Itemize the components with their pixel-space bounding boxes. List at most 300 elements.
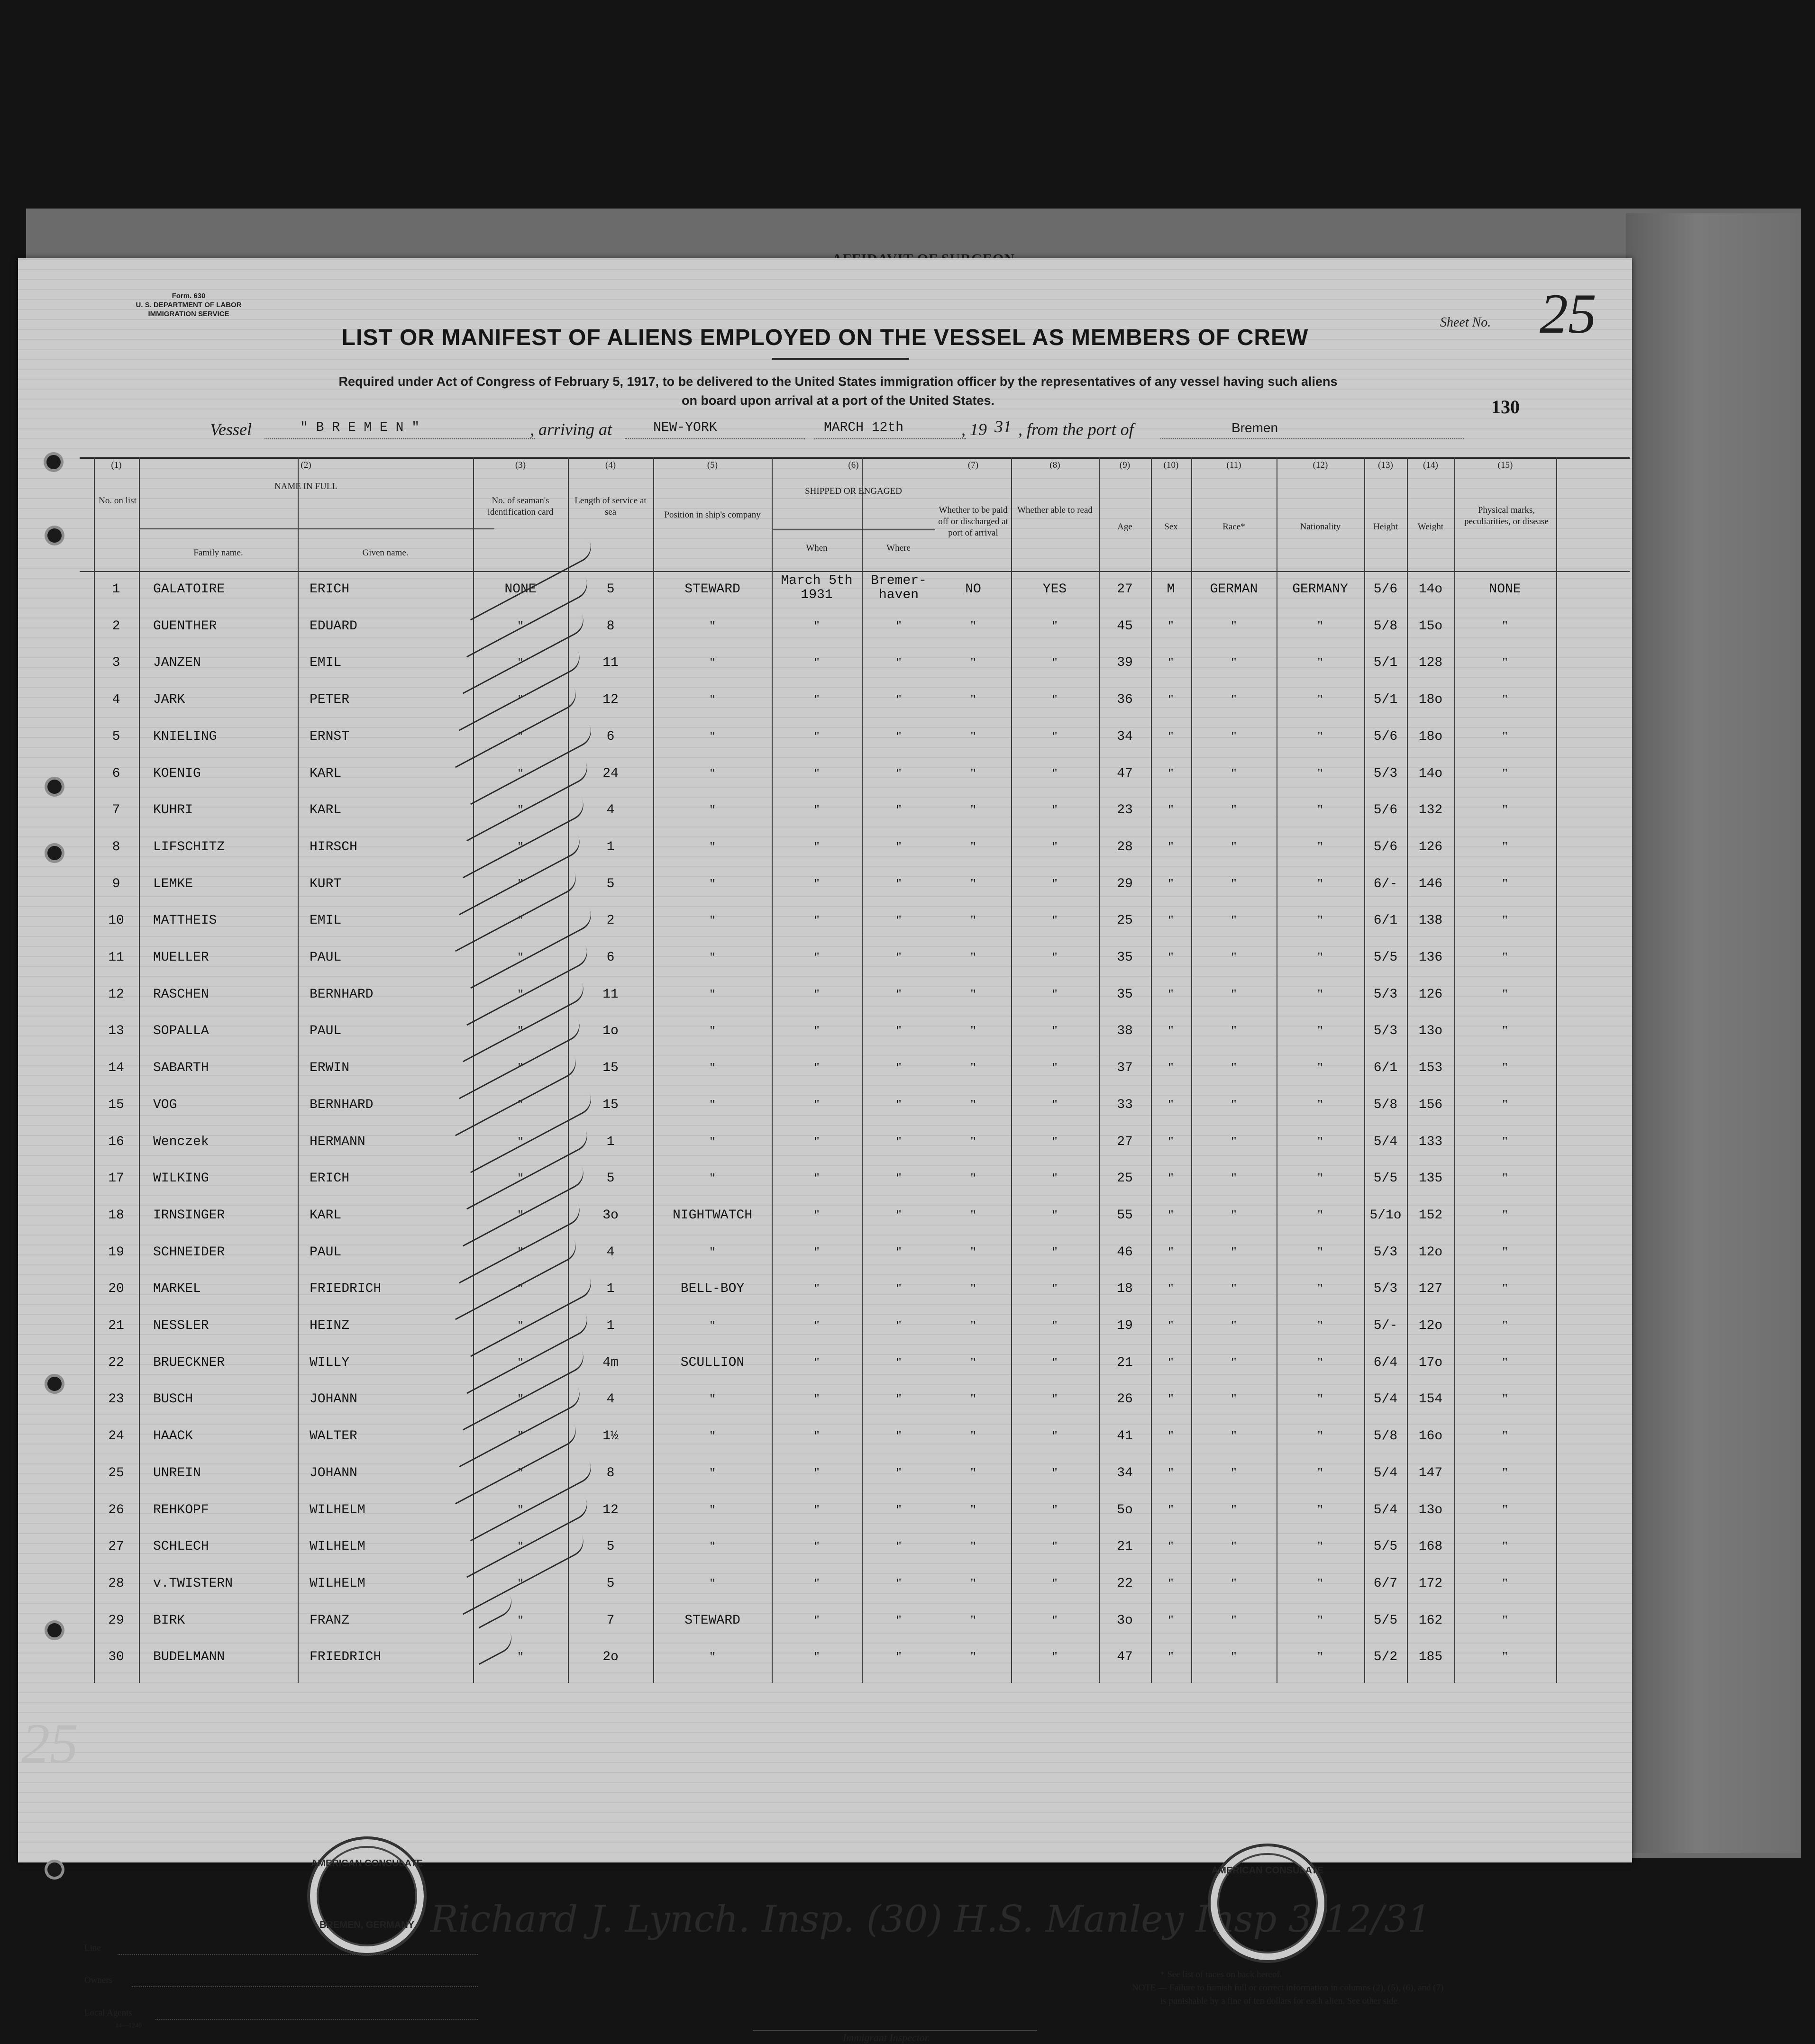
- agents-code: 14—1240: [115, 2022, 142, 2029]
- ditto-mark: ": [1052, 1245, 1058, 1260]
- ditto-mark: ": [1231, 1134, 1237, 1149]
- ditto-mark: ": [1052, 1502, 1058, 1517]
- ditto-mark: ": [896, 729, 902, 744]
- ditto-mark: ": [1502, 1171, 1508, 1186]
- position: ": [710, 987, 715, 1002]
- height: 5/2: [1373, 1650, 1398, 1665]
- given-name: EMIL: [310, 913, 342, 928]
- column-header-c2: NAME IN FULL: [274, 481, 337, 491]
- year-suffix: 31: [994, 417, 1012, 436]
- ditto-mark: ": [1168, 1392, 1174, 1407]
- column-number: (8): [1049, 460, 1060, 470]
- ditto-mark: ": [1052, 1392, 1058, 1407]
- immigrant-inspector-label: Immigrant Inspector.: [843, 2032, 930, 2044]
- weight: 152: [1418, 1208, 1443, 1223]
- ditto-mark: ": [814, 987, 820, 1002]
- subtitle: [231, 372, 1445, 410]
- ditto-mark: ": [1168, 1576, 1174, 1591]
- punch-hole: [47, 528, 62, 543]
- stamp-number: 130: [1491, 396, 1520, 418]
- punch-hole: [47, 1377, 62, 1391]
- age: 47: [1117, 766, 1133, 781]
- ditto-mark: ": [814, 1465, 820, 1481]
- ditto-mark: ": [1317, 1061, 1323, 1076]
- ditto-mark: ": [1168, 1355, 1174, 1370]
- height: 5/8: [1373, 1429, 1398, 1444]
- age: 27: [1117, 1134, 1133, 1149]
- ditto-mark: ": [970, 1024, 976, 1039]
- ditto-mark: ": [1502, 1613, 1508, 1628]
- ditto-mark: ": [814, 1281, 820, 1297]
- given-name: WILHELM: [310, 1539, 365, 1554]
- age: 22: [1117, 1576, 1133, 1591]
- ditto-mark: ": [518, 1539, 523, 1554]
- ditto-mark: ": [896, 618, 902, 634]
- position: ": [710, 1024, 715, 1039]
- service-length: 1: [606, 1134, 615, 1149]
- ditto-mark: ": [1168, 876, 1174, 891]
- ditto-mark: ": [896, 1539, 902, 1554]
- row-number: 17: [108, 1171, 124, 1186]
- row-number: 16: [108, 1134, 124, 1149]
- family-name: MATTHEIS: [153, 913, 217, 928]
- ditto-mark: ": [1231, 655, 1237, 671]
- family-name: RASCHEN: [153, 987, 209, 1002]
- ditto-mark: ": [1168, 618, 1174, 634]
- ditto-mark: ": [970, 1171, 976, 1186]
- weight: 13o: [1418, 1502, 1443, 1517]
- weight: 18o: [1418, 729, 1443, 744]
- ditto-mark: ": [1052, 766, 1058, 781]
- position: ": [710, 839, 715, 854]
- ditto-mark: ": [970, 1208, 976, 1223]
- vessel-name: " B R E M E N ": [300, 420, 420, 435]
- height: 5/4: [1373, 1465, 1398, 1481]
- family-name: SCHLECH: [153, 1539, 209, 1554]
- age: 26: [1117, 1392, 1133, 1407]
- column-header-c8: Whether able to read: [1017, 505, 1093, 515]
- column-header-c6: SHIPPED OR ENGAGED: [805, 486, 902, 496]
- ditto-mark: ": [970, 1429, 976, 1444]
- age: 34: [1117, 1465, 1133, 1481]
- seal-bottom-text: BREMEN, GERMANY: [319, 1920, 414, 1930]
- service-length: 15: [602, 1097, 619, 1112]
- ditto-mark: ": [1502, 876, 1508, 891]
- shipped-where-cont: haven: [878, 588, 919, 602]
- side-strip: [1626, 213, 1801, 1853]
- ditto-mark: ": [970, 1576, 976, 1591]
- height: 5/6: [1373, 582, 1398, 597]
- nationality: GERMANY: [1292, 582, 1348, 597]
- given-name: BERNHARD: [310, 987, 374, 1002]
- height: 5/6: [1373, 839, 1398, 854]
- age: 34: [1117, 729, 1133, 744]
- footnote-penalty: is punishable by a fine of ten dollars for each alien. See other side.: [1160, 1996, 1400, 2006]
- ditto-mark: ": [518, 1097, 523, 1112]
- weight: 156: [1418, 1097, 1443, 1112]
- vessel-line: [18, 419, 1632, 443]
- position: ": [710, 1392, 715, 1407]
- ditto-mark: ": [1231, 1502, 1237, 1517]
- ditto-mark: ": [1317, 692, 1323, 708]
- ditto-mark: ": [518, 1134, 523, 1149]
- service-name: IMMIGRATION SERVICE: [148, 310, 229, 318]
- ditto-mark: ": [1502, 1392, 1508, 1407]
- service-length: 8: [606, 618, 615, 634]
- ditto-mark: ": [1168, 1465, 1174, 1481]
- given-name: FRIEDRICH: [310, 1281, 382, 1297]
- row-number: 4: [112, 692, 120, 708]
- height: 6/7: [1373, 1576, 1398, 1591]
- position: ": [710, 655, 715, 671]
- family-name: LIFSCHITZ: [153, 839, 225, 854]
- ditto-mark: ": [1052, 839, 1058, 854]
- arrival-date: MARCH 12th: [824, 420, 904, 435]
- ditto-mark: ": [1168, 1613, 1174, 1628]
- ditto-mark: ": [896, 1134, 902, 1149]
- height: 5/5: [1373, 950, 1398, 965]
- ditto-mark: ": [1168, 950, 1174, 965]
- ditto-mark: ": [1052, 1539, 1058, 1554]
- height: 5/4: [1373, 1392, 1398, 1407]
- ditto-mark: ": [970, 655, 976, 671]
- ditto-mark: ": [896, 1245, 902, 1260]
- ditto-mark: ": [1317, 803, 1323, 818]
- ditto-mark: ": [1317, 1650, 1323, 1665]
- ditto-mark: ": [970, 913, 976, 928]
- family-name: UNREIN: [153, 1465, 201, 1481]
- line-label: Line: [84, 1943, 101, 1953]
- column-number: (10): [1163, 460, 1179, 470]
- ditto-mark: ": [1231, 1539, 1237, 1554]
- weight: 162: [1418, 1613, 1443, 1628]
- weight: 133: [1418, 1134, 1443, 1149]
- age: 47: [1117, 1650, 1133, 1665]
- position: ": [710, 1245, 715, 1260]
- column-header-c9: Age: [1117, 522, 1132, 532]
- given-name: ERICH: [310, 1171, 350, 1186]
- ditto-mark: ": [970, 1650, 976, 1665]
- from-port-label: , from the port of: [1018, 420, 1134, 439]
- family-name: BRUECKNER: [153, 1355, 225, 1370]
- ditto-mark: ": [1317, 1171, 1323, 1186]
- position: ": [710, 876, 715, 891]
- row-number: 12: [108, 987, 124, 1002]
- ditto-mark: ": [814, 1502, 820, 1517]
- ditto-mark: ": [1502, 1318, 1508, 1333]
- ditto-mark: ": [896, 692, 902, 708]
- given-name: HIRSCH: [310, 839, 357, 854]
- row-number: 9: [112, 876, 120, 891]
- ditto-mark: ": [1168, 1539, 1174, 1554]
- punch-hole: [46, 455, 61, 469]
- height: 5/5: [1373, 1539, 1398, 1554]
- weight: 153: [1418, 1061, 1443, 1076]
- ditto-mark: ": [1317, 1318, 1323, 1333]
- row-number: 15: [108, 1097, 124, 1112]
- service-length: 5: [606, 1539, 615, 1554]
- ditto-mark: ": [970, 618, 976, 634]
- family-name: JARK: [153, 692, 185, 708]
- family-name: VOG: [153, 1097, 177, 1112]
- ditto-mark: ": [970, 1134, 976, 1149]
- row-number: 18: [108, 1208, 124, 1223]
- ditto-mark: ": [970, 1539, 976, 1554]
- race: GERMAN: [1210, 582, 1258, 597]
- row-number: 3: [112, 655, 120, 671]
- ditto-mark: ": [1168, 1318, 1174, 1333]
- sheet-no-label: Sheet No.: [1440, 315, 1491, 330]
- given-name: ERICH: [310, 582, 350, 597]
- ditto-mark: ": [1231, 766, 1237, 781]
- ditto-mark: ": [1168, 1134, 1174, 1149]
- margin-number: 25: [21, 1712, 78, 1775]
- ditto-mark: ": [814, 1613, 820, 1628]
- ditto-mark: ": [1231, 1171, 1237, 1186]
- ditto-mark: ": [970, 1465, 976, 1481]
- ditto-mark: ": [896, 913, 902, 928]
- ditto-mark: ": [518, 1355, 523, 1370]
- family-name: MUELLER: [153, 950, 209, 965]
- height: 5/3: [1373, 766, 1398, 781]
- age: 19: [1117, 1318, 1133, 1333]
- column-header-c10: Sex: [1164, 522, 1178, 532]
- ditto-mark: ": [970, 876, 976, 891]
- family-name: KOENIG: [153, 766, 201, 781]
- ditto-mark: ": [1052, 1061, 1058, 1076]
- ditto-mark: ": [896, 950, 902, 965]
- age: 33: [1117, 1097, 1133, 1112]
- ditto-mark: ": [1168, 839, 1174, 854]
- ditto-mark: ": [1231, 618, 1237, 634]
- weight: 127: [1418, 1281, 1443, 1297]
- weight: 15o: [1418, 618, 1443, 634]
- ditto-mark: ": [518, 692, 523, 708]
- position: ": [710, 803, 715, 818]
- ditto-mark: ": [896, 876, 902, 891]
- column-number: (13): [1378, 460, 1393, 470]
- service-length: 11: [602, 987, 619, 1002]
- height: 6/-: [1373, 876, 1398, 891]
- family-name: GALATOIRE: [153, 582, 225, 597]
- ditto-mark: ": [970, 839, 976, 854]
- service-length: 3o: [602, 1208, 619, 1223]
- position: ": [710, 1318, 715, 1333]
- row-number: 14: [108, 1061, 124, 1076]
- given-name: FRANZ: [310, 1613, 350, 1628]
- ditto-mark: ": [1168, 1208, 1174, 1223]
- given-name: PAUL: [310, 1024, 342, 1039]
- ditto-mark: ": [518, 839, 523, 854]
- given-name: PETER: [310, 692, 350, 708]
- ditto-mark: ": [1502, 987, 1508, 1002]
- ditto-mark: ": [970, 1613, 976, 1628]
- position: ": [710, 692, 715, 708]
- ditto-mark: ": [896, 1576, 902, 1591]
- ditto-mark: ": [1502, 1650, 1508, 1665]
- ditto-mark: ": [1502, 950, 1508, 965]
- service-length: 1: [606, 839, 615, 854]
- family-name: BUDELMANN: [153, 1650, 225, 1665]
- ditto-mark: ": [1168, 692, 1174, 708]
- ditto-mark: ": [518, 1502, 523, 1517]
- ditto-mark: ": [518, 876, 523, 891]
- ditto-mark: ": [518, 1650, 523, 1665]
- row-number: 19: [108, 1245, 124, 1260]
- ditto-mark: ": [970, 1281, 976, 1297]
- service-length: 2o: [602, 1650, 619, 1665]
- age: 36: [1117, 692, 1133, 708]
- ditto-mark: ": [1168, 1502, 1174, 1517]
- weight: 185: [1418, 1650, 1443, 1665]
- ditto-mark: ": [518, 913, 523, 928]
- family-name: SCHNEIDER: [153, 1245, 225, 1260]
- ditto-mark: ": [518, 1576, 523, 1591]
- shipped-where: Bremer-: [871, 573, 927, 588]
- position: BELL-BOY: [680, 1281, 745, 1297]
- ditto-mark: ": [1502, 1208, 1508, 1223]
- weight: 126: [1418, 987, 1443, 1002]
- ditto-mark: ": [1502, 1576, 1508, 1591]
- column-header-c12: Nationality: [1300, 522, 1341, 532]
- ditto-mark: ": [518, 1208, 523, 1223]
- department-name: U. S. DEPARTMENT OF LABOR: [136, 301, 242, 309]
- title-underline: [772, 358, 909, 360]
- given-name: KARL: [310, 1208, 342, 1223]
- family-name: KNIELING: [153, 729, 217, 744]
- ditto-mark: ": [1052, 1650, 1058, 1665]
- ditto-mark: ": [1502, 655, 1508, 671]
- age: 41: [1117, 1429, 1133, 1444]
- given-name: KARL: [310, 766, 342, 781]
- consulate-seal-right: [1208, 1844, 1327, 1963]
- ditto-mark: ": [518, 655, 523, 671]
- row-number: 10: [108, 913, 124, 928]
- column-header-c2b: Given name.: [362, 548, 409, 558]
- height: 6/1: [1373, 913, 1398, 928]
- height: 5/4: [1373, 1502, 1398, 1517]
- ditto-mark: ": [1317, 618, 1323, 634]
- position: ": [710, 1502, 715, 1517]
- column-number: (5): [707, 460, 718, 470]
- ditto-mark: ": [896, 1355, 902, 1370]
- ditto-mark: ": [896, 1024, 902, 1039]
- ditto-mark: ": [1231, 1245, 1237, 1260]
- given-name: ERWIN: [310, 1061, 350, 1076]
- subtitle-line-1: Required under Act of Congress of February 5, 1917, to be delivered to the United States immigration officer by the representatives of any vessel having such aliens: [338, 374, 1338, 389]
- family-name: BUSCH: [153, 1392, 193, 1407]
- position: ": [710, 1097, 715, 1112]
- row-number: 8: [112, 839, 120, 854]
- ditto-mark: ": [1317, 839, 1323, 854]
- ditto-mark: ": [814, 1134, 820, 1149]
- ditto-mark: ": [1231, 876, 1237, 891]
- owners-label: Owners: [84, 1975, 113, 1985]
- position: ": [710, 766, 715, 781]
- ditto-mark: ": [1052, 1576, 1058, 1591]
- ditto-mark: ": [814, 1061, 820, 1076]
- ditto-mark: ": [518, 1318, 523, 1333]
- ditto-mark: ": [1168, 1171, 1174, 1186]
- given-name: EDUARD: [310, 618, 357, 634]
- ditto-mark: ": [1502, 1465, 1508, 1481]
- ditto-mark: ": [1052, 618, 1058, 634]
- ditto-mark: ": [1231, 692, 1237, 708]
- weight: 128: [1418, 655, 1443, 671]
- footnote: [1132, 1968, 1606, 2008]
- age: 5o: [1117, 1502, 1133, 1517]
- position: ": [710, 950, 715, 965]
- ditto-mark: ": [1231, 1318, 1237, 1333]
- given-name: JOHANN: [310, 1392, 357, 1407]
- ditto-mark: ": [1502, 1429, 1508, 1444]
- column-number: (12): [1313, 460, 1328, 470]
- ditto-mark: ": [1052, 692, 1058, 708]
- ditto-mark: ": [1052, 1281, 1058, 1297]
- family-name: MARKEL: [153, 1281, 201, 1297]
- weight: 138: [1418, 913, 1443, 928]
- age: 37: [1117, 1061, 1133, 1076]
- service-length: 2: [606, 913, 615, 928]
- ditto-mark: ": [814, 839, 820, 854]
- ditto-mark: ": [518, 1613, 523, 1628]
- service-length: 5: [606, 876, 615, 891]
- given-name: EMIL: [310, 655, 342, 671]
- ditto-mark: ": [1502, 766, 1508, 781]
- ditto-mark: ": [896, 1613, 902, 1628]
- weight: 172: [1418, 1576, 1443, 1591]
- ditto-mark: ": [1052, 1613, 1058, 1628]
- height: 5/3: [1373, 987, 1398, 1002]
- ditto-mark: ": [896, 1502, 902, 1517]
- column-number: (3): [515, 460, 526, 470]
- column-header-c4: Length of service at sea: [575, 496, 647, 517]
- ditto-mark: ": [1502, 803, 1508, 818]
- family-name: IRNSINGER: [153, 1208, 225, 1223]
- position: STEWARD: [684, 582, 740, 597]
- ditto-mark: ": [814, 913, 820, 928]
- ditto-mark: ": [970, 987, 976, 1002]
- service-length: 1: [606, 1281, 615, 1297]
- weight: 14o: [1418, 582, 1443, 597]
- row-number: 30: [108, 1650, 124, 1665]
- weight: 146: [1418, 876, 1443, 891]
- arriving-port: NEW-YORK: [653, 420, 717, 435]
- ditto-mark: ": [814, 766, 820, 781]
- ditto-mark: ": [518, 803, 523, 818]
- ditto-mark: ": [1231, 1465, 1237, 1481]
- column-number: (7): [967, 460, 979, 470]
- service-length: 8: [606, 1465, 615, 1481]
- ditto-mark: ": [896, 987, 902, 1002]
- age: 38: [1117, 1024, 1133, 1039]
- ditto-mark: ": [970, 1502, 976, 1517]
- service-length: 1o: [602, 1024, 619, 1039]
- position: ": [710, 1539, 715, 1554]
- ditto-mark: ": [1168, 766, 1174, 781]
- column-header-c14: Weight: [1417, 522, 1444, 532]
- ditto-mark: ": [518, 1171, 523, 1186]
- age: 3o: [1117, 1613, 1133, 1628]
- age: 23: [1117, 803, 1133, 818]
- ditto-mark: ": [1317, 876, 1323, 891]
- ditto-mark: ": [1317, 1613, 1323, 1628]
- height: 6/4: [1373, 1355, 1398, 1370]
- service-length: 6: [606, 729, 615, 744]
- ditto-mark: ": [518, 618, 523, 634]
- ditto-mark: ": [1231, 1208, 1237, 1223]
- age: 39: [1117, 655, 1133, 671]
